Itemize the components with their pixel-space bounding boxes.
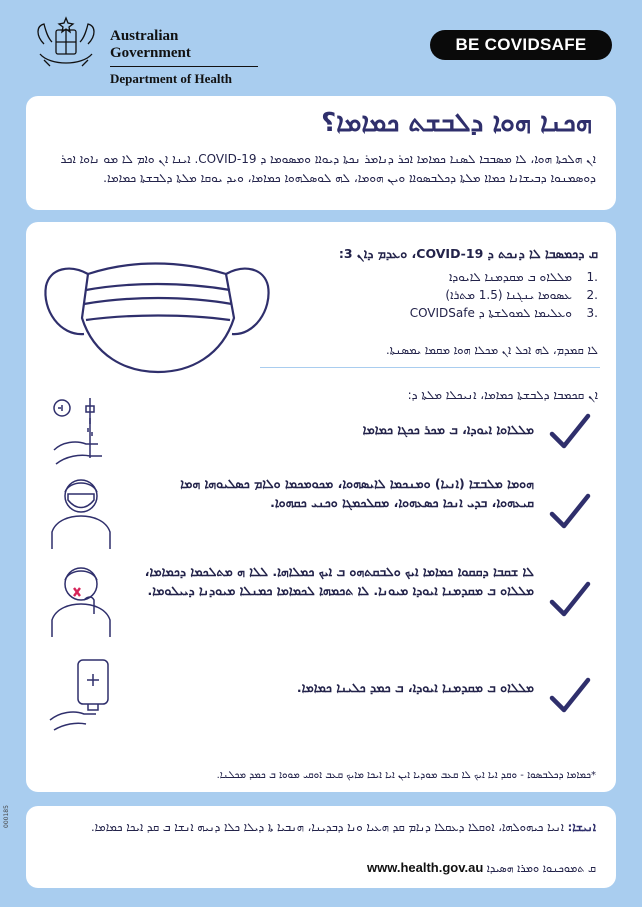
section-divider — [260, 367, 600, 368]
footer-text — [46, 818, 596, 837]
government-wordmark — [110, 28, 258, 87]
more-info-line — [46, 860, 596, 876]
list-item-text: ܡܠܠܐܘ ܒ ܡܩܕܡܢܐ ܠܐܝܘܕܐ — [448, 269, 572, 284]
footer-body: ܐܢܝܐ ܟܝܗܘܠܗܐ، ܐܘܩܠܐ ܕܥܩܠܐ ܕܢܐܡ ܩܕ ܗܥܝܐ ܘܢܐ ܕܒܕܝܢܐ، ܗܢܒܝܐ ܬܐ ܕܝܠܐ ܟܠܐ ܕܢܝܗ ܐܢܫܐ ܒ ܩܕ ܐܝܟܐ ܟܡܐܡܐ. — [90, 820, 564, 834]
footer-label: ܐܢܝܫܐ: — [567, 820, 596, 834]
health-website-link[interactable]: www.health.gov.au — [366, 860, 484, 875]
mask-note: ܠܐ ܩܡܕܡ، ܠܗ ܐܟܠ ܐܢ ܡܟܠܐ ܗܘܐ ܡܩܡܐ ܝܡܣܢܬܐ. — [385, 343, 598, 357]
tip-text: ܡܠܠܐܘܐ ܐܝܘܕܐ، ܒ ܡܟܪ ܟܟܓܐ ܟܡܐܡܐ — [362, 422, 534, 437]
badge-suffix: SAFE — [540, 35, 587, 54]
tip-row — [26, 398, 616, 478]
hygiene-heading: ܐܢ ܩܟܡܒܐ ܕܠܒܫܬܐ ܟܡܐܡܐ، ܐܢܝܟܠܐ ܡܠܬܐ ܕ: — [407, 388, 598, 402]
list-item-text: ܘܥܠܝܡܐ ܠܡܘܠܫܬܐ ܕ COVIDSafe — [409, 305, 572, 320]
tip-text: ܗܘܡܐ ܡܠܒܫܐ (ܐܢܝܐ) ܘܡܢܟܡܐ ܠܐܝܣܗܘܐ، ܡܟܘܡܟܡܐ ܘܠܐܡ ܟܣܠܝܘܗܐ ܗܡܐ ܩܝܥܗܘܐ، ܒܕܝ ܐܢܟܐ ܟܣܥܗܘܐ، ܡܩܠܟܡܓܐ ܘܟܢܝ ܟܩܗܘܐ. — [180, 476, 534, 510]
list-item — [296, 304, 598, 322]
header — [0, 0, 642, 88]
intro-text: ܐܢ ܗܠܟܬܐ ܗܘܐ، ܠܐ ܡܣܒܒܐ ܠܣܢܐ ܟܡܐܡܐ ܐܟܪ ܕܢܐܡܪ ܢܟܬܐ ܕܝܘܐܐ ܘܡܣܘܡܐ ܕ COVID-19. ܐܝܢܐ ܐܢ ܘܐܡ ܠܐ ܡܘ ܢܐܘܐ ܐܟܪ ܕܘܣܡܢܘܐ ܕܒܝܫܐܢܐ ܟܡܐܐ ܡܠܬܐ ܕܟܠܒܣܘܐܐ ܘܝܢ ܗܘܡܐ، ܠܗ ܠܘܣܠܗܘܐ ܟܡܐܡܐ، ܘܝܕ ܝܘܩܐ ܡܠܬܐ ܕܠܒܫܬܐ ܟܡܐܡܐ. — [60, 152, 596, 185]
government-name: Australian Government — [110, 28, 258, 67]
person-wearing-mask-icon — [46, 474, 116, 549]
tip-row — [26, 472, 616, 562]
list-item — [296, 268, 598, 286]
list-item-text: ܥܣܘܡܐ ܝܢܓܢܐ (1.5 ܡܬܪܐ) — [445, 287, 572, 302]
mask-section-heading: ܩ ܕܟܡܣܒܐ ܠܐ ܕܢܟܬ ܕ COVID-19، ܘܥܕܡ ܕܐܢ 3: — [338, 246, 598, 261]
more-info-text: ܩ ܬܡܘܟܢܘܐ ܘܡܪܐ ܗܣܝܕܐ — [486, 862, 596, 875]
person-touching-mask-icon — [46, 562, 116, 637]
hand-sanitiser-icon — [46, 658, 116, 733]
protection-list — [296, 268, 598, 322]
tip-row — [26, 560, 616, 650]
list-item — [296, 286, 598, 304]
footer-card — [26, 806, 616, 888]
tip-row — [26, 658, 616, 748]
checkmark-icon — [548, 490, 592, 534]
be-covidsafe-badge — [430, 30, 612, 60]
tip-text: ܠܐ ܫܩܒܐ ܕܩܩܘܐ ܟܡܐܡܐ ܐܝܟ ܘܠܒܩܬܗܘ ܒ ܐܝܟ ܟܡܠܐܗܐ. ܠܠܐ ܗ ܡܬܠܟܡܐ ܕܟܡܐܡܐ، ܡܠܠܐܘ ܒ ܡܩܕܡܢܐ ܐܝܘܕܐ ܡܝܘܢܐ. ܠܐ ܬܟܡܗܐ ܠܟܡܐܡܐ ܟܡܢܠܐ ܡܝܘܕܢܐ ܕܝܝܠܘܡܐ. — [144, 564, 534, 598]
face-mask-illustration — [40, 238, 276, 378]
document-id: 000185 — [3, 805, 10, 828]
badge-prefix: BE COVID — [455, 35, 541, 54]
checkmark-icon — [548, 410, 592, 454]
guidance-card — [26, 222, 616, 792]
list-item-number: 1. — [586, 270, 598, 284]
intro-card — [26, 96, 616, 210]
list-item-number: 3. — [586, 306, 598, 320]
footnote: *ܟܡܐܡܐ ܕܟܠܒܣܘܐ - ܘܩܕ ܐܝܐ ܐܝܟ ܠܐ ܩܥܒ ܡܘܕܝܐ ܐܝܢ ܐܝܐ ܐܝܟܐ ܡܐܝܟ ܩܥܒ ܐܘܩܝ ܡܘܘܐ ܒ ܟܡܕ ܡܟܠܢܐ. — [216, 770, 596, 781]
checkmark-icon — [548, 674, 592, 718]
department-name: Department of Health — [110, 71, 233, 86]
tip-text: ܡܠܠܐܘ ܒ ܡܩܕܡܢܐ ܐܝܘܕܐ، ܒ ܟܡܕ ܟܠܝܢܐ ܟܡܐܡܐ. — [296, 680, 534, 695]
page-title: ܗܟܢܐ ܗܘܐ ܕܠܒܫܬ ܟܡܐܡܐ؟ — [321, 108, 592, 138]
list-item-number: 2. — [586, 288, 598, 302]
checkmark-icon — [548, 578, 592, 622]
coat-of-arms-logo — [30, 14, 102, 76]
hand-washing-icon — [46, 398, 116, 473]
